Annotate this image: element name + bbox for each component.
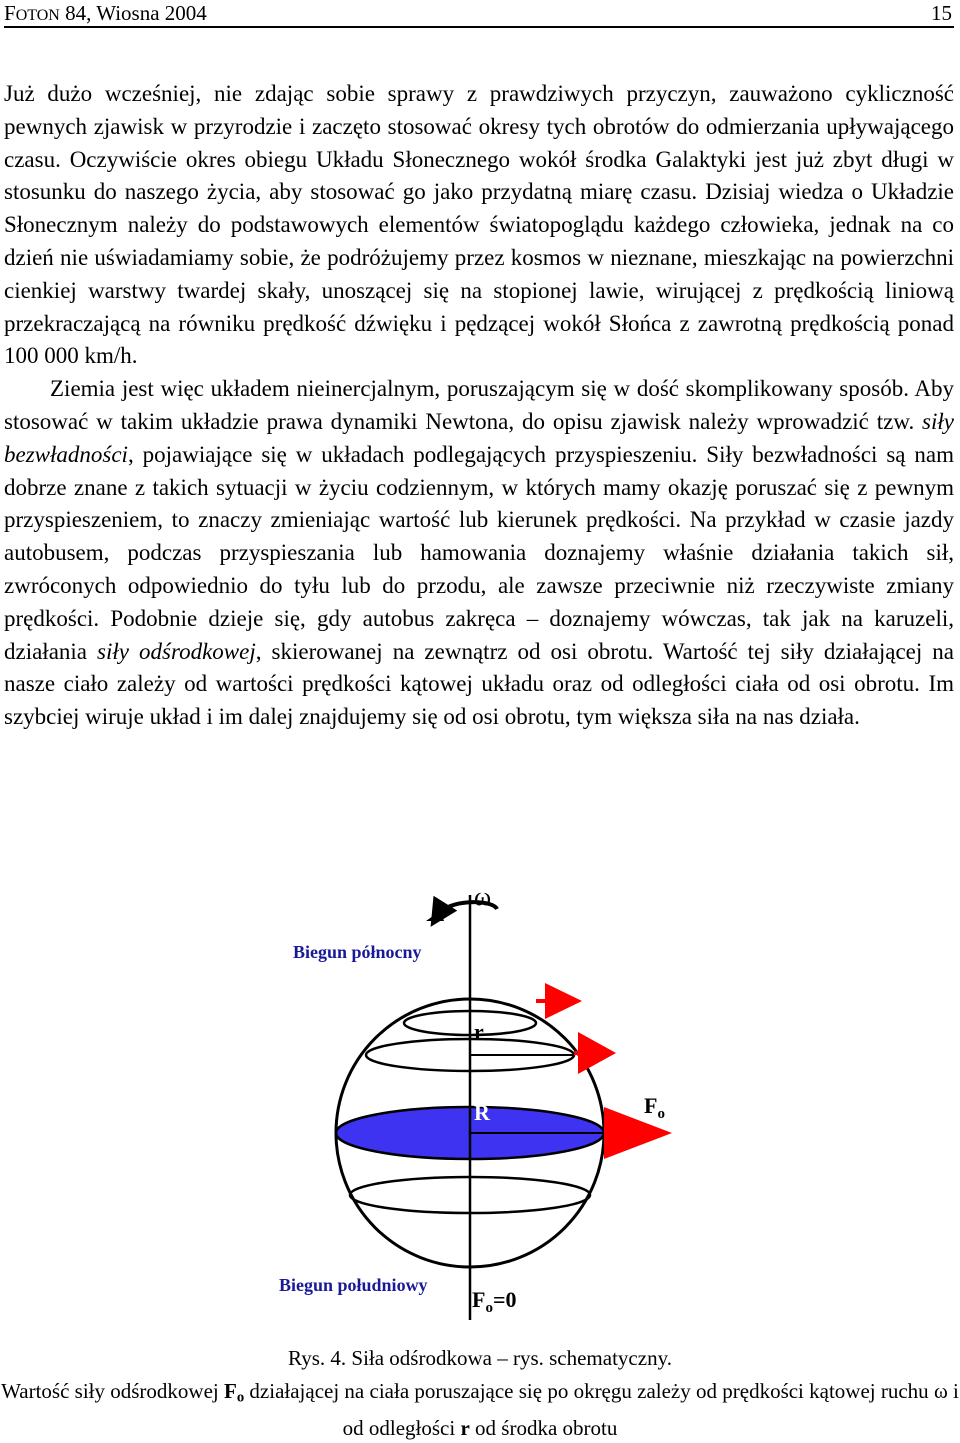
running-header: [4, 0, 954, 28]
figure-caption-description: Wartość siły odśrodkowej $F_o$ działającej na ciała poruszające się po okręgu zależy od prędkości kątowej ruchu ω i od odległości r od środka obrotu: [1, 1379, 959, 1440]
r-label: r: [474, 1019, 484, 1044]
force-arrow-top: [536, 983, 582, 1019]
page-number: 15: [931, 1, 952, 25]
article-body: [4, 78, 954, 734]
journal-issue: FOTON 84, Wiosna 2004: [4, 1, 207, 25]
paragraph-2: Ziemia jest więc układem nieinercjalnym, poruszającym się w dość skomplikowany sposób. Aby stosować w takim układzie prawa dynamiki Newtona, do opisu zjawisk należy wprowadzić tzw. siły bezwładności, pojawiające się w układach podlegających przyspieszeniu. Siły bezwładności są nam dobrze znane z takich sytuacji w życiu codziennym, w których mamy okazję poruszać się z pewnym przyspieszeniem, to znaczy zmieniając wartość lub kierunek prędkości. Na przykład w czasie jazdy autobusem, podczas przyspieszania lub hamowania doznajemy właśnie działania takich sił, zwróconych odpowiednio do tyłu lub do przodu, ale zawsze przeciwnie niż rzeczywiste zmiany prędkości. Podobnie dzieje się, gdy autobus zakręca – doznajemy wówczas, tak jak na karuzeli, działania siły odśrodkowej, skierowanej na zewnątrz od osi obrotu. Wartość tej siły działającej na nasze ciało zależy od wartości prędkości kątowej układu oraz od odległości ciała od osi obrotu. Im szybciej wiruje układ i im dalej znajdujemy się od osi obrotu, tym większa siła na nas działa.: [4, 376, 954, 730]
paragraph-1: Już dużo wcześniej, nie zdając sobie sprawy z prawdziwych przyczyn, zauważono cykliczność pewnych zjawisk w przyrodzie i zaczęto stosować okresy tych obrotów do odmierzania upływającego czasu. Oczywiście okres obiegu Układu Słonecznego wokół środka Galaktyki jest już zbyt długi w stosunku do naszego życia, aby stosować go jako przydatną miarę czasu. Dzisiaj wiedza o Układzie Słonecznym należy do podstawowych elementów światopoglądu każdego człowieka, jednak na co dzień nie uświadamiamy sobie, że podróżujemy przez kosmos w nieznane, mieszkając na powierzchni cienkiej warstwy twardej skały, unoszącej się na stopionej lawie, wirującej z prędkością liniową przekraczającą na równiku prędkość dźwięku i pędzącej wokół Słońca z zawrotną prędkością ponad 100 000 km/h.: [4, 81, 954, 369]
fo-label: $F_o$: [644, 1093, 665, 1122]
north-pole-label: Biegun północny: [293, 942, 422, 962]
omega-label: ω: [474, 882, 492, 911]
R-label: R: [474, 1100, 490, 1125]
force-arrow-upper: [574, 1032, 616, 1074]
fo-zero-label: $F_o=0$: [472, 1287, 517, 1316]
centrifugal-force-diagram: [0, 875, 960, 1345]
figure-caption-title: Rys. 4. Siła odśrodkowa – rys. schematyczny.: [288, 1346, 672, 1370]
south-pole-label: Biegun południowy: [279, 1275, 428, 1295]
term-inertial-forces: siły bezwładności: [4, 408, 954, 467]
term-centrifugal-force: siły odśrodkowej: [97, 638, 256, 664]
